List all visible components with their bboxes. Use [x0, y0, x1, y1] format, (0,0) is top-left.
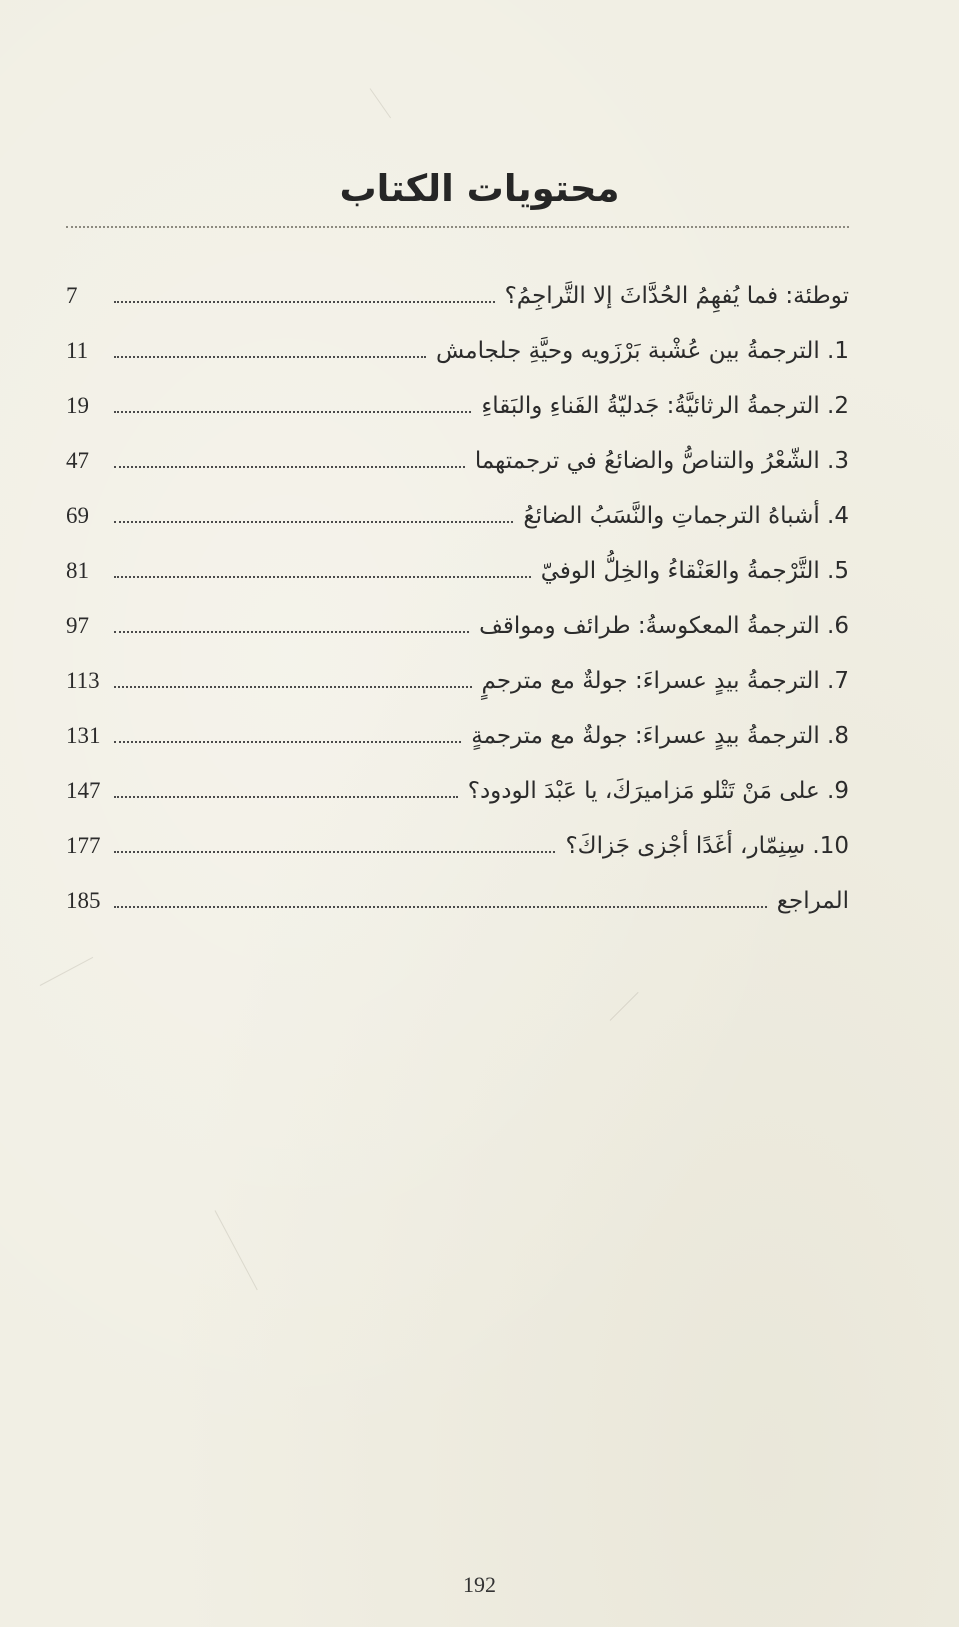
toc-entry	[66, 708, 849, 763]
page-number: 192	[463, 1572, 496, 1597]
paper-scuff	[370, 88, 391, 118]
dot-leader	[114, 631, 469, 633]
toc-entry-page: 69	[66, 502, 89, 528]
toc-entry-title: 6. الترجمةُ المعكوسةُ: طرائف ومواقف	[479, 612, 849, 639]
dot-leader	[114, 411, 471, 413]
toc-entry-title: توطئة: فما يُفهِمُ الحُدَّاثَ إلا التَّراجِمُ؟	[504, 282, 849, 309]
toc-entry	[66, 323, 849, 378]
dot-leader	[114, 356, 426, 358]
toc-entry-page: 97	[66, 612, 89, 638]
toc-entry-title: 8. الترجمةُ بيدٍ عسراءَ: جولةٌ مع مترجمةٍ	[471, 722, 849, 749]
toc-entry-title: 4. أشباهُ الترجماتِ والنَّسَبُ الضائعُ	[523, 502, 849, 529]
toc-entry	[66, 543, 849, 598]
toc-entry-page: 81	[66, 557, 89, 583]
dot-leader	[114, 521, 513, 523]
toc-entry-page: 47	[66, 447, 89, 473]
paper-scuff	[215, 1210, 258, 1290]
toc-entry	[66, 433, 849, 488]
dot-leader	[114, 796, 458, 798]
toc-entry-page: 19	[66, 392, 89, 418]
toc-entry-title: 10. سِنِمّار، أغَدًا أجْزى جَزاكَ؟	[565, 832, 849, 859]
toc-entry-title: 3. الشّعْرُ والتناصُّ والضائعُ في ترجمتهما	[474, 447, 849, 474]
dot-leader	[114, 906, 767, 908]
toc-entry	[66, 763, 849, 818]
toc-entry-page: 147	[66, 777, 101, 803]
toc-entry	[66, 818, 849, 873]
toc-entry-page: 131	[66, 722, 101, 748]
toc-entry	[66, 873, 849, 928]
dot-leader	[114, 851, 555, 853]
toc-entry-page: 7	[66, 282, 78, 308]
toc-entry-title: 5. التَّرْجمةُ والعَنْقاءُ والخِلُّ الوفيّ	[540, 557, 849, 584]
dot-leader	[114, 686, 472, 688]
toc-entry-page: 11	[66, 337, 89, 363]
toc-entry-page: 113	[66, 667, 100, 693]
toc-entry-page: 177	[66, 832, 101, 858]
dot-leader	[114, 301, 495, 303]
dot-leader	[114, 466, 465, 468]
toc-entry	[66, 378, 849, 433]
toc-entry-title: 1. الترجمةُ بين عُشْبة بَرْزَويه وحيَّةِ جلجامش	[435, 337, 849, 364]
toc-entry	[66, 653, 849, 708]
toc-entry-page: 185	[66, 887, 101, 913]
dot-leader	[114, 576, 531, 578]
page-title: محتويات الكتاب	[339, 166, 620, 210]
table-of-contents	[66, 268, 849, 928]
toc-entry-title: 9. على مَنْ تَتْلو مَزاميرَكَ، يا عَبْدَ الودود؟	[467, 777, 849, 804]
toc-entry-title: المراجع	[776, 887, 849, 914]
toc-entry	[66, 268, 849, 323]
paper-scuff	[40, 957, 93, 986]
title-divider	[66, 226, 849, 228]
dot-leader	[114, 741, 461, 743]
paper-scuff	[610, 992, 639, 1021]
toc-entry	[66, 488, 849, 543]
toc-entry	[66, 598, 849, 653]
toc-entry-title: 7. الترجمةُ بيدٍ عسراءَ: جولةٌ مع مترجمٍ	[481, 667, 849, 694]
toc-entry-title: 2. الترجمةُ الرثائيَّةُ: جَدليّةُ الفَناءِ والبَقاءِ	[481, 392, 849, 419]
